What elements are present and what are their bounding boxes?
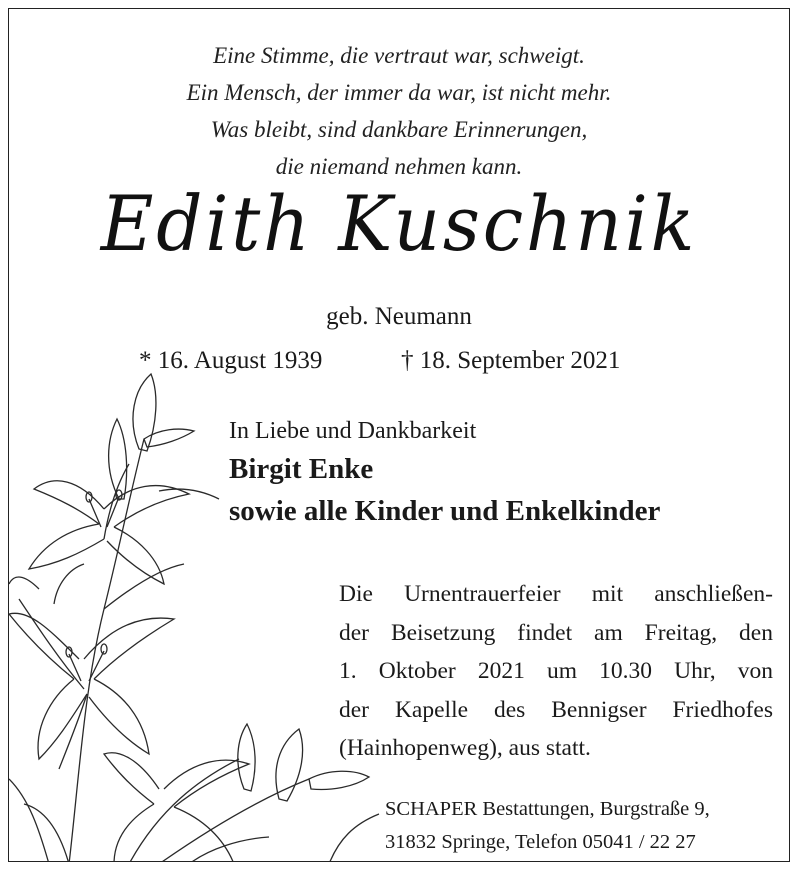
service-line: Die Urnentrauerfeier mit anschließen- (339, 581, 773, 607)
death-date: † 18. September 2021 (401, 347, 621, 374)
mourner-name: Birgit Enke (229, 453, 374, 485)
obituary-frame (8, 8, 790, 862)
service-line: (Hainhopenweg), aus statt. (339, 735, 591, 761)
birth-date: * 16. August 1939 (139, 347, 323, 374)
undertaker-info (385, 793, 710, 859)
poem-line: die niemand nehmen kann. (275, 154, 523, 179)
poem-line: Ein Mensch, der immer da war, ist nicht mehr. (186, 80, 612, 105)
service-line: der Beisetzung findet am Freitag, den (339, 619, 773, 646)
mourner-name: sowie alle Kinder und Enkelkinder (229, 495, 661, 527)
undertaker-line: 31832 Springe, Telefon 05041 / 22 27 (385, 831, 696, 853)
mourners-intro: In Liebe und Dankbarkeit (229, 418, 477, 444)
maiden-name: geb. Neumann (326, 303, 472, 330)
service-line: 1. Oktober 2021 um 10.30 Uhr, von (339, 658, 773, 684)
poem-line: Was bleibt, sind dankbare Erinnerungen, (210, 117, 588, 142)
memorial-poem (9, 37, 789, 185)
undertaker-line: SCHAPER Bestattungen, Burgstraße 9, (385, 798, 710, 820)
service-details (339, 575, 773, 768)
service-line: der Kapelle des Bennigser Friedhofes (339, 696, 773, 723)
poem-line: Eine Stimme, die vertraut war, schweigt. (213, 43, 585, 68)
mourners-block (229, 414, 660, 532)
deceased-name: Edith Kuschnik (100, 179, 698, 268)
